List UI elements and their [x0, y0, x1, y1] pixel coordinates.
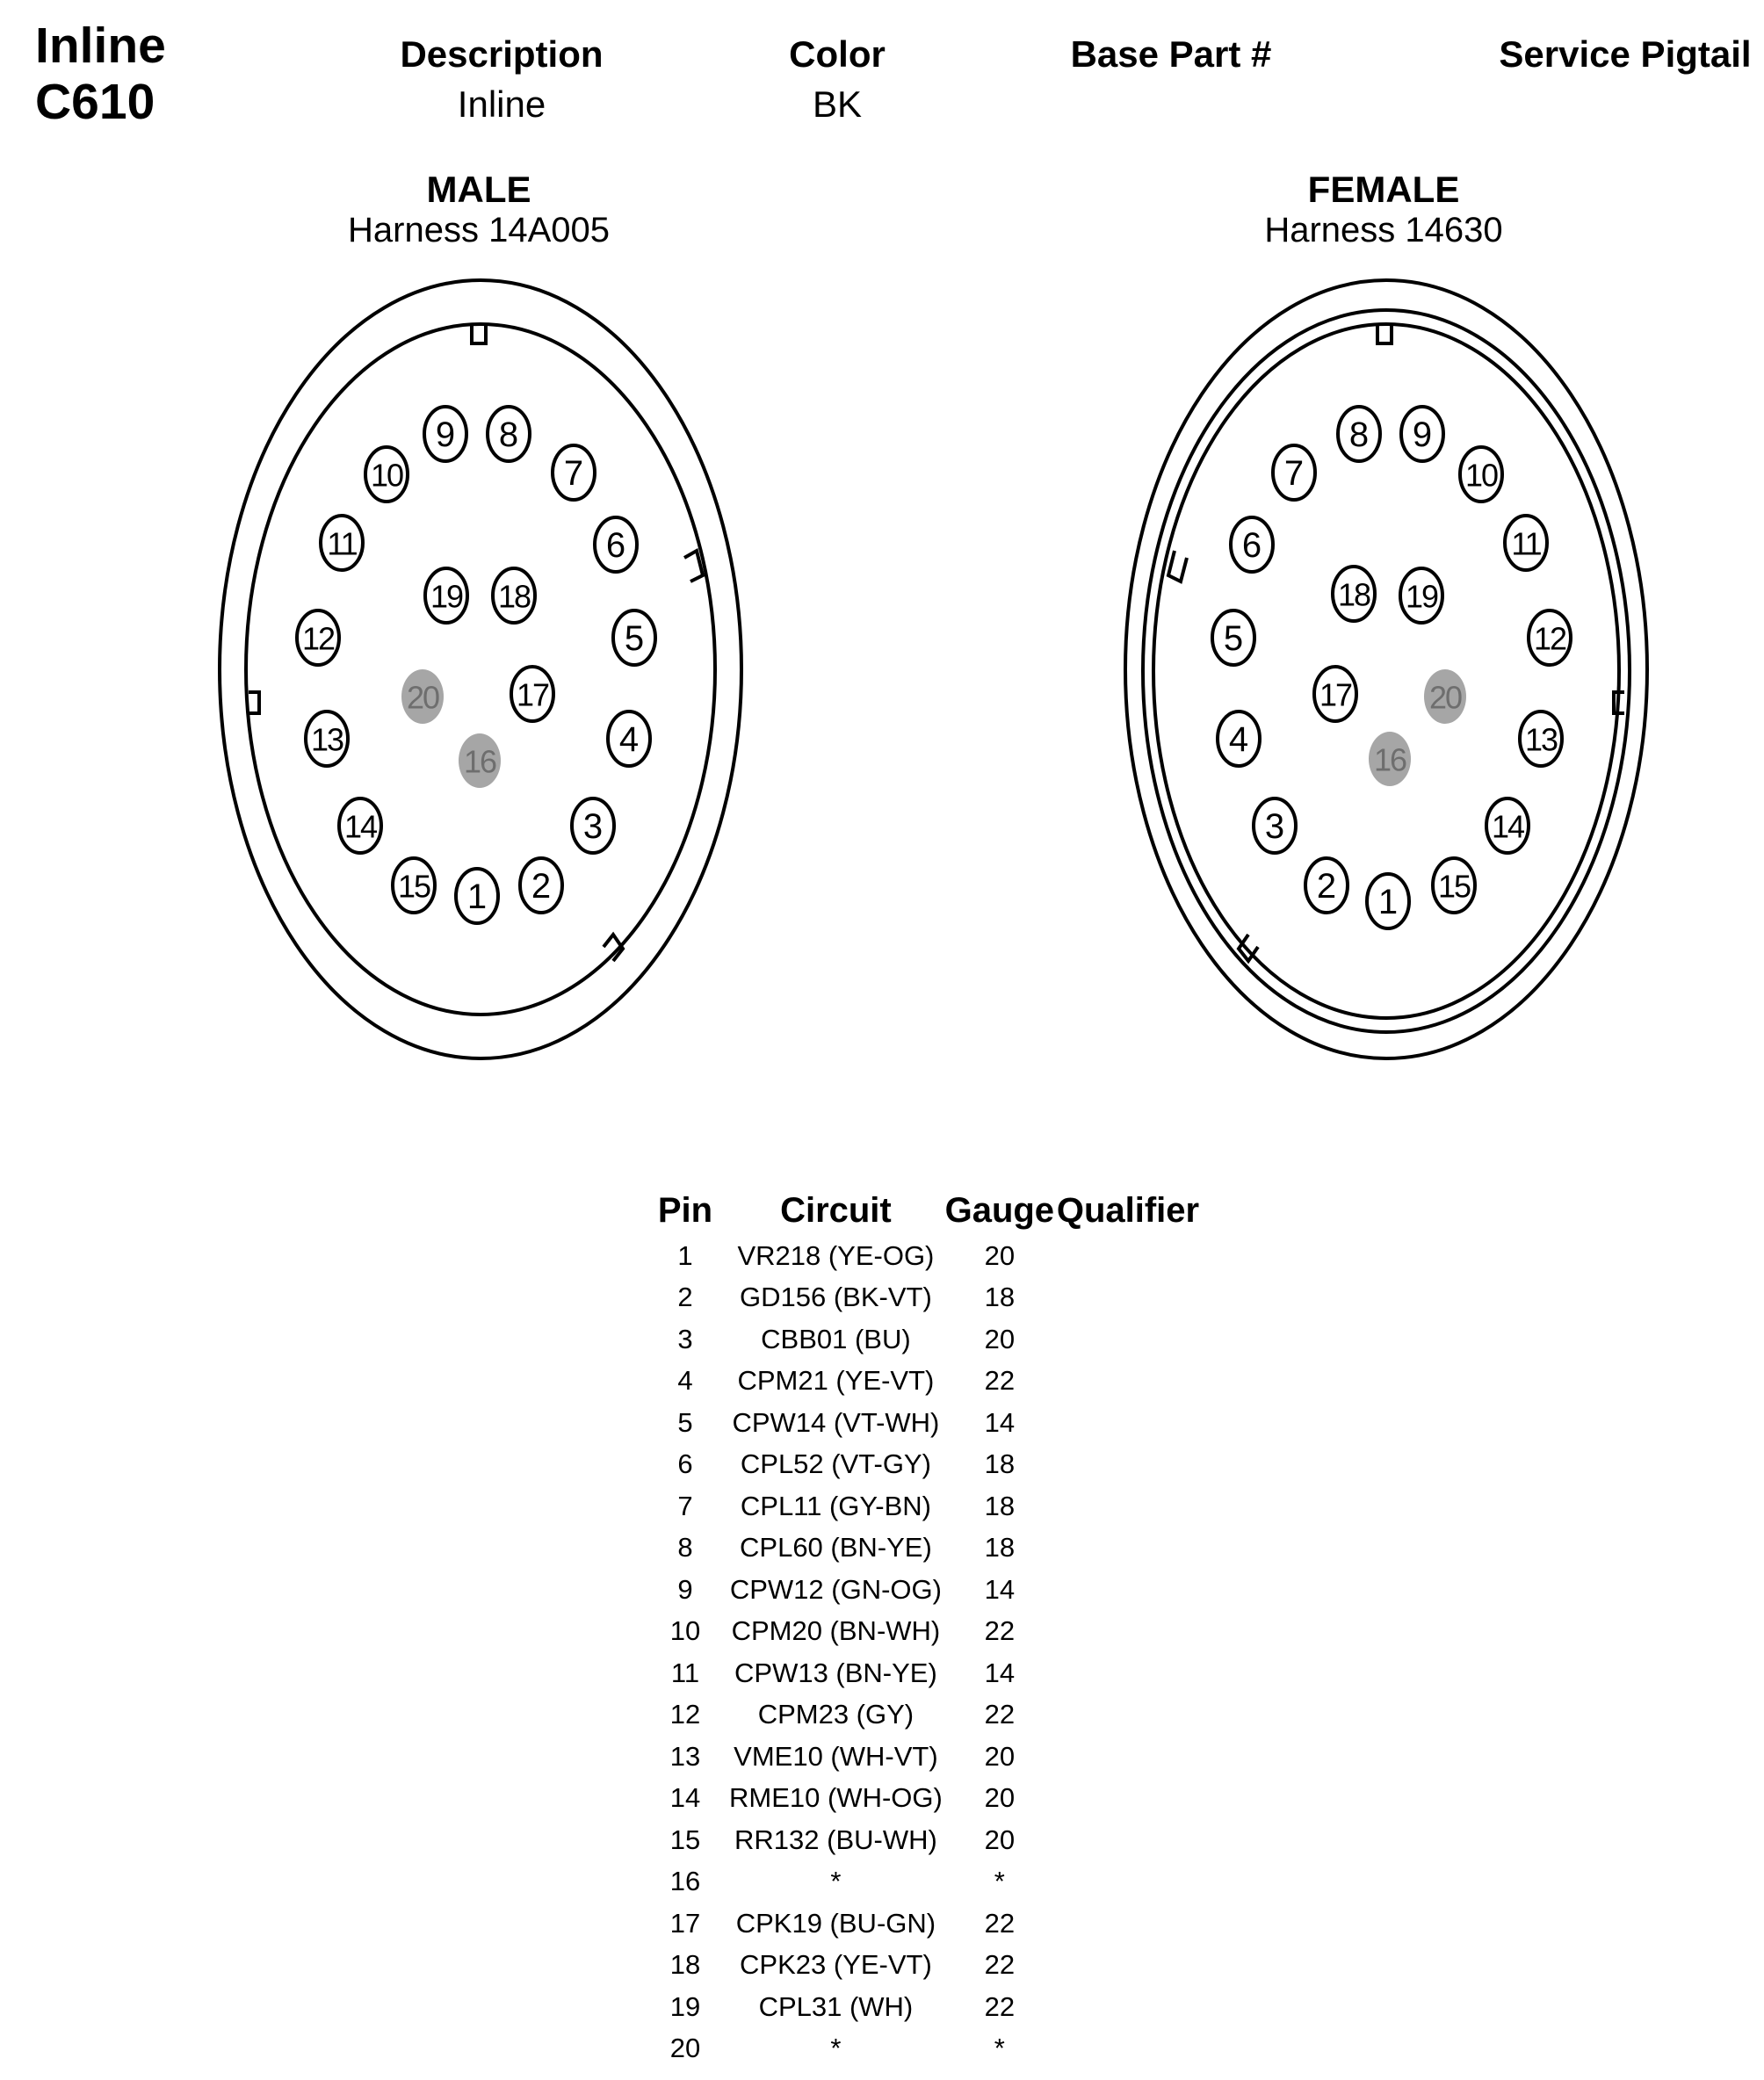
female-pin-10-label: 10 [1464, 457, 1498, 494]
female-pin-6-label: 6 [1241, 526, 1262, 565]
female-connector [1125, 280, 1647, 1058]
qualifier-cell [1057, 1903, 1215, 1945]
circuit-cell: CPM20 (BN-WH) [731, 1615, 941, 1647]
female-harness: Harness 14630 [1264, 211, 1503, 249]
female-pin-4-label: 4 [1228, 720, 1249, 759]
male-key-top [472, 325, 486, 343]
service-pigtail-label: Service Pigtail [1499, 33, 1752, 75]
male-pin-4-label: 4 [618, 720, 640, 759]
qualifier-cell [1057, 1694, 1215, 1737]
male-pin-15-label: 15 [397, 868, 430, 905]
pin-cell: 16 [669, 1866, 701, 1897]
table-row [641, 1945, 1215, 1987]
table-row [641, 1778, 1215, 1820]
pin-cell: 2 [677, 1282, 693, 1313]
male-pin-12-label: 12 [301, 620, 335, 657]
male-pin-13-label: 13 [310, 721, 343, 758]
male-pin-17-label: 17 [516, 676, 549, 713]
pin-table-header [641, 1186, 1215, 1235]
table-row [641, 1861, 1215, 1903]
table-row [641, 1402, 1215, 1444]
table-row [641, 1444, 1215, 1486]
qualifier-cell [1057, 1444, 1215, 1486]
male-pin-7-label: 7 [563, 454, 584, 493]
circuit-cell: CPK23 (YE-VT) [740, 1949, 932, 1981]
male-pin-19-label: 19 [430, 578, 463, 615]
pin-cell: 6 [677, 1448, 693, 1480]
pin-cell: 14 [669, 1782, 701, 1814]
male-pin-8-label: 8 [498, 415, 519, 454]
circuit-cell: CBB01 (BU) [761, 1323, 911, 1354]
table-row [641, 1611, 1215, 1653]
pin-cell: 11 [670, 1657, 700, 1688]
color-label: Color [789, 33, 886, 75]
female-pin-2-label: 2 [1316, 867, 1337, 906]
circuit-cell: VR218 (YE-OG) [737, 1239, 935, 1271]
pin-table-body [641, 1235, 1215, 2069]
gauge-cell: 22 [984, 1365, 1016, 1397]
female-pin-11-label: 11 [1511, 525, 1541, 562]
qualifier-cell [1057, 1361, 1215, 1403]
pin-cell: 17 [669, 1907, 701, 1939]
qualifier-cell [1057, 1485, 1215, 1528]
pin-cell: 12 [669, 1699, 701, 1730]
pin-cell: 4 [677, 1365, 693, 1397]
qualifier-cell [1057, 1861, 1215, 1903]
gauge-cell: 20 [984, 1824, 1016, 1855]
circuit-cell: * [830, 1866, 842, 1897]
female-pin-13-label: 13 [1524, 721, 1558, 758]
gauge-cell: 20 [984, 1782, 1016, 1814]
pin-cell: 13 [669, 1740, 701, 1772]
table-row [641, 1277, 1215, 1319]
gauge-cell: * [994, 2033, 1005, 2064]
male-pin-5-label: 5 [624, 619, 645, 658]
qualifier-cell [1057, 1778, 1215, 1820]
pin-cell: 3 [677, 1323, 693, 1354]
qualifier-cell [1057, 2028, 1215, 2070]
table-row [641, 1819, 1215, 1861]
circuit-cell: CPL31 (WH) [758, 1990, 914, 2022]
female-outer-ring [1125, 280, 1647, 1058]
qualifier-cell [1057, 1945, 1215, 1987]
gauge-cell: 22 [984, 1699, 1016, 1730]
qualifier-cell [1057, 1402, 1215, 1444]
pin-cell: 9 [677, 1573, 693, 1605]
female-title: FEMALE [1307, 169, 1460, 210]
table-row [641, 1569, 1215, 1611]
pin-cell: 7 [677, 1490, 693, 1521]
male-outer-ring [220, 280, 741, 1058]
description-value: Inline [457, 83, 546, 125]
female-pin-12-label: 12 [1533, 620, 1566, 657]
qualifier-cell [1057, 1569, 1215, 1611]
pin-cell: 8 [677, 1532, 693, 1564]
gauge-cell: 22 [984, 1907, 1016, 1939]
circuit-cell: CPM23 (GY) [757, 1699, 915, 1730]
male-key-left [249, 692, 259, 713]
female-pin-7-label: 7 [1283, 454, 1305, 493]
table-row [641, 1903, 1215, 1945]
circuit-cell: CPM21 (YE-VT) [737, 1365, 935, 1397]
circuit-cell: RR132 (BU-WH) [734, 1824, 937, 1855]
color-value: BK [812, 83, 863, 125]
gauge-cell: 14 [984, 1406, 1016, 1438]
qualifier-cell [1057, 1277, 1215, 1319]
female-key-top [1377, 325, 1392, 343]
male-pin-6-label: 6 [605, 526, 626, 565]
circuit-cell: CPL52 (VT-GY) [740, 1448, 931, 1480]
male-pin-9-label: 9 [435, 415, 456, 454]
table-row [641, 1736, 1215, 1778]
male-pin-10-label: 10 [370, 457, 403, 494]
table-row [641, 1528, 1215, 1570]
gauge-cell: 14 [984, 1657, 1016, 1688]
female-key-left-upper [1168, 551, 1187, 581]
gauge-column-header: Gauge [944, 1190, 1055, 1230]
qualifier-cell [1057, 1235, 1215, 1277]
male-pin-3-label: 3 [582, 807, 604, 846]
circuit-cell: CPW14 (VT-WH) [732, 1406, 940, 1438]
circuit-cell: CPW13 (BN-YE) [734, 1657, 937, 1688]
gauge-cell: 18 [984, 1490, 1016, 1521]
table-row [641, 1361, 1215, 1403]
male-pins [297, 407, 655, 923]
female-pin-14-label: 14 [1491, 808, 1524, 845]
qualifier-cell [1057, 1986, 1215, 2028]
gauge-cell: 18 [984, 1448, 1016, 1480]
female-pin-9-label: 9 [1412, 415, 1433, 454]
gauge-cell: * [994, 1866, 1005, 1897]
connector-title: Inline [35, 18, 166, 74]
table-row [641, 1986, 1215, 2028]
connector-id: C610 [35, 74, 155, 130]
table-row [641, 1694, 1215, 1737]
circuit-cell: GD156 (BK-VT) [740, 1282, 932, 1313]
male-pin-1-label: 1 [466, 878, 488, 916]
gauge-cell: 18 [984, 1532, 1016, 1564]
table-row [641, 2028, 1215, 2070]
table-row [641, 1235, 1215, 1277]
gauge-cell: 22 [984, 1949, 1016, 1981]
male-pin-14-label: 14 [343, 808, 377, 845]
gauge-cell: 18 [984, 1282, 1016, 1313]
female-pin-3-label: 3 [1264, 807, 1285, 846]
gauge-cell: 20 [984, 1740, 1016, 1772]
female-pin-8-label: 8 [1348, 415, 1370, 454]
female-pin-19-label: 19 [1405, 578, 1438, 615]
female-pins [1212, 407, 1571, 928]
female-pin-15-label: 15 [1437, 868, 1471, 905]
male-connector [220, 280, 741, 1058]
qualifier-cell [1057, 1528, 1215, 1570]
female-pin-1-label: 1 [1377, 883, 1399, 921]
pin-cell: 1 [677, 1239, 693, 1271]
description-label: Description [400, 33, 604, 75]
qualifier-cell [1057, 1611, 1215, 1653]
male-key-right-upper [684, 551, 703, 581]
circuit-cell: CPL11 (GY-BN) [740, 1490, 931, 1521]
male-pin-20-label: 20 [406, 679, 439, 716]
circuit-cell: * [830, 2033, 842, 2064]
circuit-cell: VME10 (WH-VT) [734, 1740, 938, 1772]
male-pin-11-label: 11 [327, 525, 357, 562]
circuit-cell: RME10 (WH-OG) [729, 1782, 943, 1814]
qualifier-cell [1057, 1736, 1215, 1778]
male-harness: Harness 14A005 [348, 211, 610, 249]
female-pin-17-label: 17 [1319, 676, 1352, 713]
male-pin-18-label: 18 [497, 578, 531, 615]
gauge-cell: 20 [984, 1239, 1016, 1271]
circuit-cell: CPK19 (BU-GN) [735, 1907, 936, 1939]
female-pin-5-label: 5 [1223, 619, 1244, 658]
male-pin-2-label: 2 [531, 867, 552, 906]
female-pin-20-label: 20 [1428, 679, 1462, 716]
pin-table [641, 1186, 1215, 2069]
female-pin-18-label: 18 [1337, 576, 1370, 613]
circuit-cell: CPW12 (GN-OG) [729, 1573, 942, 1605]
qualifier-column-header: Qualifier [1056, 1190, 1200, 1230]
table-row [641, 1318, 1215, 1361]
qualifier-cell [1057, 1819, 1215, 1861]
pin-cell: 15 [669, 1824, 701, 1855]
pin-cell: 5 [677, 1406, 693, 1438]
pin-column-header: Pin [657, 1190, 713, 1230]
circuit-cell: CPL60 (BN-YE) [740, 1532, 932, 1564]
pin-cell: 19 [669, 1990, 701, 2022]
qualifier-cell [1057, 1652, 1215, 1694]
pin-cell: 10 [669, 1615, 701, 1647]
pin-cell: 18 [669, 1949, 701, 1981]
male-title: MALE [426, 169, 531, 210]
gauge-cell: 22 [984, 1615, 1016, 1647]
male-pin-16-label: 16 [463, 743, 496, 780]
table-row [641, 1485, 1215, 1528]
base-part-label: Base Part # [1070, 33, 1272, 75]
table-row [641, 1652, 1215, 1694]
gauge-cell: 22 [984, 1990, 1016, 2022]
qualifier-cell [1057, 1318, 1215, 1361]
pin-cell: 20 [669, 2033, 701, 2064]
female-pin-16-label: 16 [1373, 741, 1406, 778]
gauge-cell: 20 [984, 1323, 1016, 1354]
gauge-cell: 14 [984, 1573, 1016, 1605]
circuit-column-header: Circuit [780, 1190, 892, 1230]
